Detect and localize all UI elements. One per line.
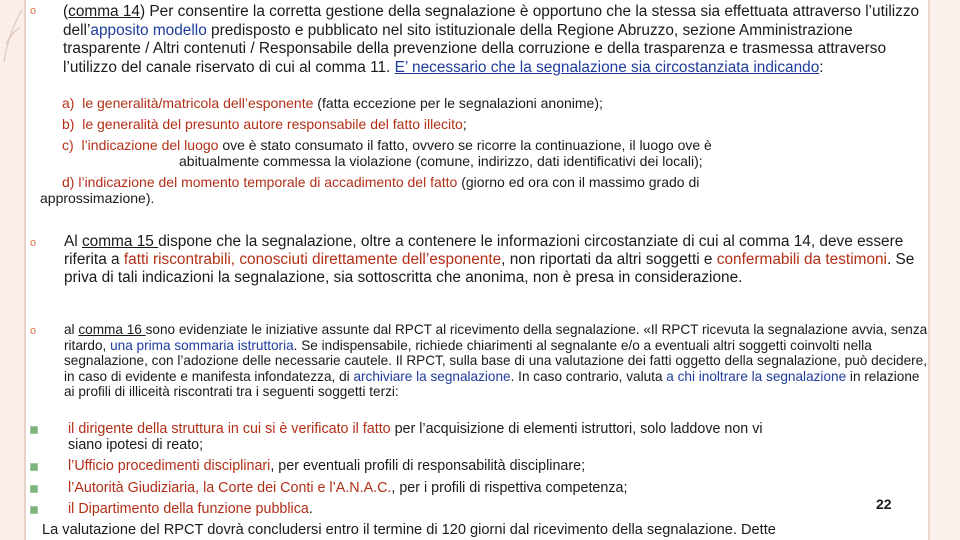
recipient-item-dirigente-continued: siano ipotesi di reato;	[68, 437, 204, 453]
list-bullet-icon	[30, 485, 38, 493]
sub-highlight: l’indicazione del luogo	[81, 137, 219, 153]
sub-highlight: le generalità del presunto autore responsabile del fatto illecito	[82, 116, 463, 132]
recipient-item-dipartimento	[68, 501, 313, 518]
recipient-item-dirigente	[68, 421, 928, 438]
sub-text: ove è stato consumato il fatto, ovvero se ricorre la continuazione, il luogo ove è	[218, 137, 712, 153]
archiviare-highlight: archiviare la segnalazione	[353, 368, 511, 384]
sub-item-d	[62, 173, 699, 192]
text-run: in relazione ai profili di illiceità riscontrati tra i seguenti soggetti terzi:	[64, 368, 920, 400]
list-bullet-icon	[30, 463, 38, 471]
recipient-text: .	[308, 501, 313, 517]
comma-14-ref: comma 14	[68, 3, 140, 20]
sub-item-c-continued: abitualmente commessa la violazione (comune, indirizzo, dati identificativi dei locali);	[179, 153, 703, 169]
list-bullet-icon	[30, 506, 38, 514]
corner-ornament-icon	[2, 4, 24, 64]
sub-text: (fatta eccezione per le segnalazioni anonime);	[313, 95, 603, 111]
recipient-item-upd	[68, 458, 585, 475]
paragraph-comma-16	[64, 322, 929, 400]
sub-label: a)	[62, 95, 75, 111]
bullet-marker: o	[30, 5, 37, 17]
sub-highlight: le generalità/matricola dell’esponente	[82, 95, 314, 111]
recipient-text: , per i profili di rispettiva competenza;	[391, 480, 628, 496]
recipient-text: per l’acquisizione di elementi istruttori, solo laddove non vi	[390, 421, 763, 437]
inoltrare-highlight: a chi inoltrare la segnalazione	[666, 368, 847, 384]
comma-16-ref: comma 16	[78, 322, 146, 337]
text-run: . Se priva di tali indicazioni la segnalazione, sia sottoscritta che anonima, non è presa in considerazione.	[64, 251, 915, 286]
recipient-highlight: l’Autorità Giudiziaria, la Corte dei Conti e l’A.N.A.C.	[68, 480, 392, 496]
bullet-marker: o	[30, 325, 37, 337]
bullet-marker: o	[30, 237, 37, 249]
sub-item-d-continued: approssimazione).	[40, 190, 155, 206]
text-run: Al	[64, 233, 82, 250]
testimoni-highlight: confermabili da testimoni	[716, 251, 887, 268]
comma-15-ref: comma 15	[81, 233, 159, 250]
sub-text: ;	[462, 116, 467, 132]
sub-item-b	[62, 115, 467, 134]
apposito-modello-highlight: apposito modello	[90, 21, 207, 39]
sub-label: c)	[62, 137, 74, 153]
right-decorative-border	[928, 0, 960, 540]
sub-label: d)	[62, 174, 75, 190]
text-run: . Se indispensabile, richiede chiarimenti al segnalante e/o a eventuali altri soggetti coinvolti nella segnalazione, con l’adozione delle necessarie cautele. Il RPCT, sulla base di una valutazione dei fatti oggetto della segnalazione, può decidere, in caso di evidente e manifesta infondatezza, di	[64, 337, 928, 384]
recipient-highlight: il Dipartimento della funzione pubblica	[68, 501, 309, 517]
paragraph-comma-14	[63, 3, 928, 77]
sub-highlight: l’indicazione del momento temporale di accadimento del fatto	[78, 174, 458, 190]
requirement-highlight: E’ necessario che la segnalazione sia circostanziata indicando	[394, 58, 820, 76]
recipient-highlight: il dirigente della struttura in cui si è verificato il fatto	[68, 421, 391, 437]
text-run: ) Per consentire la corretta gestione della segnalazione è opportuno che la stessa sia effettuata attraverso l’utilizzo dell’	[63, 3, 920, 39]
recipient-item-autorita	[68, 480, 627, 497]
page-number: 22	[876, 496, 892, 512]
text-run: predisposto e pubblicato nel sito istituzionale della Regione Abruzzo, sezione Amministrazione trasparente / Altri contenuti / Responsabile della prevenzione della corruzione e della trasparenza e trasmessa attraverso l’utilizzo del canale riservato di cui al comma 11.	[63, 21, 887, 76]
fatti-riscontrabili-highlight: fatti riscontrabili, conosciuti direttamente dell’esponente	[123, 251, 502, 268]
list-bullet-icon	[30, 426, 38, 434]
recipient-highlight: l’Ufficio procedimenti disciplinari	[68, 458, 271, 474]
text-run: al	[64, 322, 79, 337]
recipient-text: , per eventuali profili di responsabilità disciplinare;	[270, 458, 586, 474]
text-run: :	[819, 58, 824, 76]
sub-label: b)	[62, 116, 75, 132]
left-decorative-border	[0, 0, 26, 540]
sub-text: (giorno ed ora con il massimo grado di	[457, 174, 700, 190]
closing-line: La valutazione del RPCT dovrà concludersi entro il termine di 120 giorni dal ricevimento della segnalazione. Dette	[42, 522, 776, 538]
paragraph-comma-15	[64, 233, 929, 287]
text-run: dispone che la segnalazione, oltre a contenere le informazioni circostanziate di cui al comma 14, deve essere riferita a	[64, 233, 904, 268]
text-run: (	[63, 3, 69, 20]
sub-item-a	[62, 94, 603, 113]
istruttoria-highlight: una prima sommaria istruttoria	[110, 337, 294, 353]
text-run: sono evidenziate le iniziative assunte dal RPCT al ricevimento della segnalazione. «Il RPCT ricevuta la segnalazione avvia, senza ritardo,	[64, 322, 928, 353]
text-run: . In caso contrario, valuta	[510, 368, 667, 384]
text-run: , non riportati da altri soggetti e	[501, 251, 717, 268]
